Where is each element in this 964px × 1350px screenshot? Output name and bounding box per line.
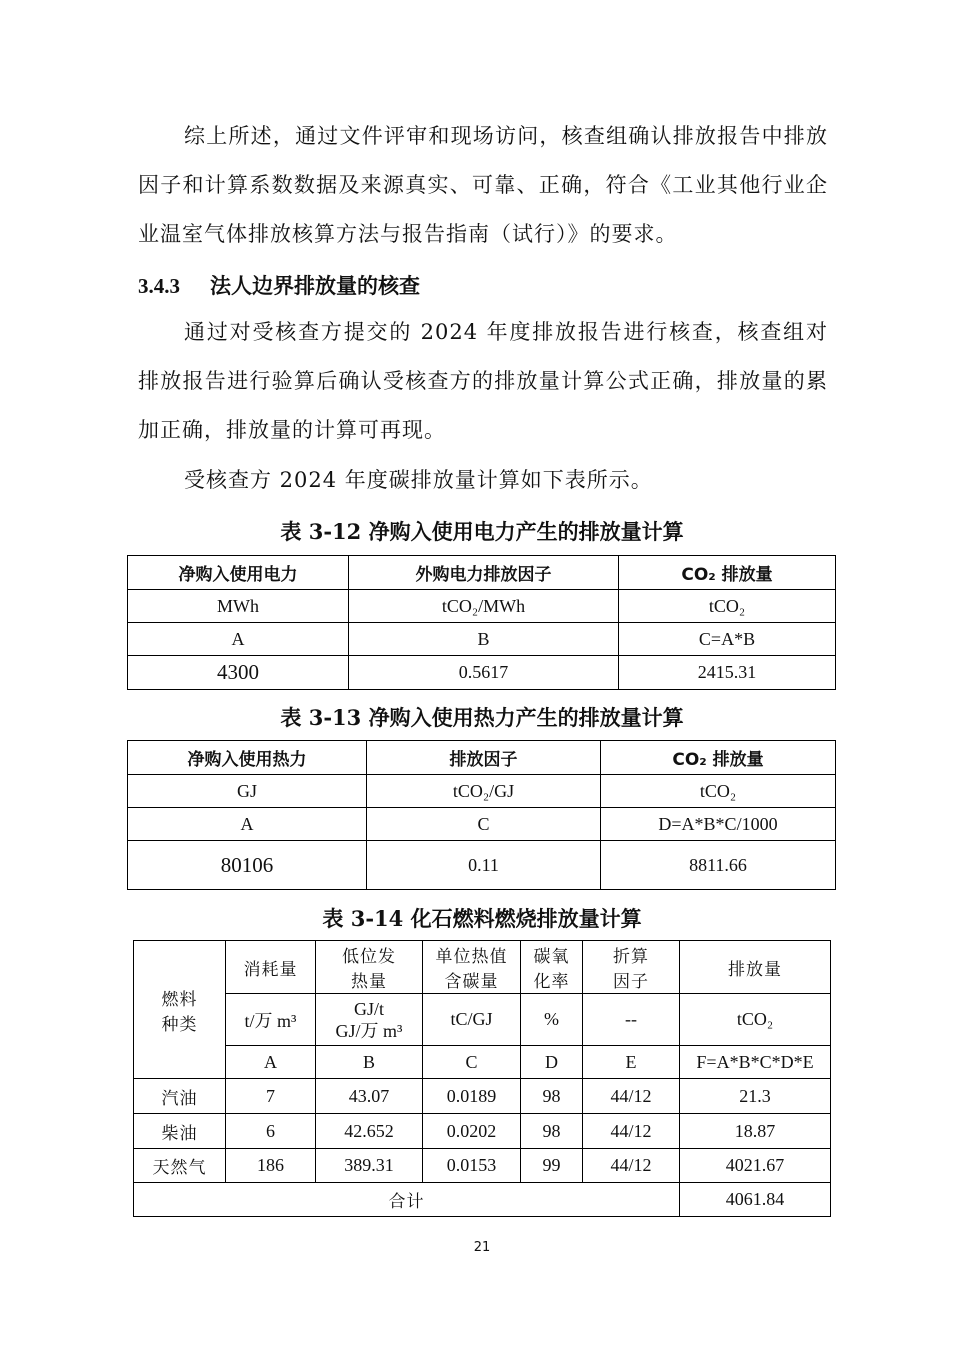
section-heading [138,270,420,300]
header-cell [423,941,521,994]
value-cell: 44/12 [583,1149,680,1183]
symbol-cell: D [521,1046,583,1079]
fuel-name-cell: 天然气 [134,1149,226,1183]
total-label-cell: 合计 [134,1183,680,1217]
paragraph-summary: 综上所述，通过文件评审和现场访问，核查组确认排放报告中排放因子和计算系数数据及来源真实、可靠、正确，符合《工业其他行业企业温室气体排放核算方法与报告指南（试行）》的要求。 [138,124,828,246]
table-row [134,1046,831,1079]
value-cell: 8811.66 [601,841,836,890]
header-cell: CO₂ 排放量 [619,556,836,590]
unit-cell: % [521,994,583,1046]
symbol-cell: A [128,623,349,656]
unit-line: GJ/t [353,998,384,1019]
header-line: 化率 [533,972,570,992]
value-cell: 21.3 [680,1079,831,1114]
table-row [128,656,836,690]
symbol-cell: F=A*B*C*D*E [680,1046,831,1079]
header-cell: CO₂ 排放量 [601,741,836,775]
symbol-cell: B [316,1046,423,1079]
header-cell: 外购电力排放因子 [349,556,619,590]
unit-cell: GJ [128,775,367,808]
unit-cell: t/万 m³ [226,994,316,1046]
unit-cell: -- [583,994,680,1046]
value-cell: 7 [226,1079,316,1114]
value-cell: 43.07 [316,1079,423,1114]
table-row [128,623,836,656]
value-cell: 44/12 [583,1079,680,1114]
paragraph-table-intro: 受核查方 2024 年度碳排放量计算如下表所示。 [184,468,653,492]
symbol-cell: E [583,1046,680,1079]
header-line: 碳氧 [533,947,570,967]
value-cell: 389.31 [316,1149,423,1183]
unit-cell: tC/GJ [423,994,521,1046]
header-line: 折算 [613,947,649,967]
symbol-cell: C [423,1046,521,1079]
value-cell: 0.0153 [423,1149,521,1183]
table-row [128,808,836,841]
value-cell: 4300 [128,656,349,690]
header-line: 因子 [613,972,649,992]
value-cell: 44/12 [583,1114,680,1149]
value-cell: 0.0189 [423,1079,521,1114]
unit-cell [316,994,423,1046]
unit-cell: MWh [128,590,349,623]
symbol-cell: A [226,1046,316,1079]
table-13-heat [127,740,836,890]
table-row [128,775,836,808]
header-line: 排放量 [728,959,782,980]
table-row [128,590,836,623]
value-cell: 2415.31 [619,656,836,690]
value-cell: 98 [521,1114,583,1149]
value-cell: 4021.67 [680,1149,831,1183]
header-line: 低位发 [342,947,396,967]
symbol-cell: C [367,808,601,841]
table-row [128,841,836,890]
fuel-type-header [134,941,226,1079]
symbol-cell: C=A*B [619,623,836,656]
header-cell: 排放因子 [367,741,601,775]
unit-line: GJ/万 m³ [335,1020,403,1041]
value-cell: 42.652 [316,1114,423,1149]
table-row [134,994,831,1046]
table-row [134,1114,831,1149]
value-cell: 6 [226,1114,316,1149]
unit-cell: tCO₂/MWh [349,590,619,623]
section-number: 3.4.3 [138,274,180,298]
value-cell: 0.11 [367,841,601,890]
value-cell: 0.0202 [423,1114,521,1149]
table-14-caption: 表 3-14 化石燃料燃烧排放量计算 [322,906,642,931]
header-cell: 净购入使用电力 [128,556,349,590]
unit-cell: tCO₂/GJ [367,775,601,808]
header-line: 热量 [351,972,387,992]
header-cell: 净购入使用热力 [128,741,367,775]
unit-cell: tCO₂ [619,590,836,623]
table-12-caption: 表 3-12 净购入使用电力产生的排放量计算 [280,519,684,544]
header-line: 含碳量 [444,972,499,992]
header-cell [316,941,423,994]
value-cell: 99 [521,1149,583,1183]
table-row [134,1079,831,1114]
table-12-electricity [127,555,836,690]
header-line: 消耗量 [243,959,298,980]
value-cell: 0.5617 [349,656,619,690]
header-cell [226,941,316,994]
fuel-type-header-line: 燃料 [161,989,198,1010]
unit-cell: tCO₂ [601,775,836,808]
table-row [128,556,836,590]
total-value-cell: 4061.84 [680,1183,831,1217]
table-row [128,741,836,775]
header-cell [680,941,831,994]
header-cell [583,941,680,994]
value-cell: 186 [226,1149,316,1183]
header-cell [521,941,583,994]
paragraph-verification: 通过对受核查方提交的 2024 年度排放报告进行核查，核查组对排放报告进行验算后确认受核查方的排放量计算公式正确，排放量的累加正确，排放量的计算可再现。 [138,320,828,442]
section-title: 法人边界排放量的核查 [210,273,420,298]
table-row [134,941,831,994]
fuel-name-cell: 汽油 [134,1079,226,1114]
symbol-cell: B [349,623,619,656]
symbol-cell: D=A*B*C/1000 [601,808,836,841]
page-number: 21 [473,1240,491,1255]
table-14-fossil-fuel [133,940,831,1217]
table-13-caption: 表 3-13 净购入使用热力产生的排放量计算 [280,705,684,730]
table-row [134,1149,831,1183]
value-cell: 18.87 [680,1114,831,1149]
table-row [134,1183,831,1217]
value-cell: 98 [521,1079,583,1114]
symbol-cell: A [128,808,367,841]
value-cell: 80106 [128,841,367,890]
fuel-name-cell: 柴油 [134,1114,226,1149]
fuel-type-header-line: 种类 [161,1014,198,1035]
unit-cell: tCO₂ [680,994,831,1046]
header-line: 单位热值 [435,947,508,967]
